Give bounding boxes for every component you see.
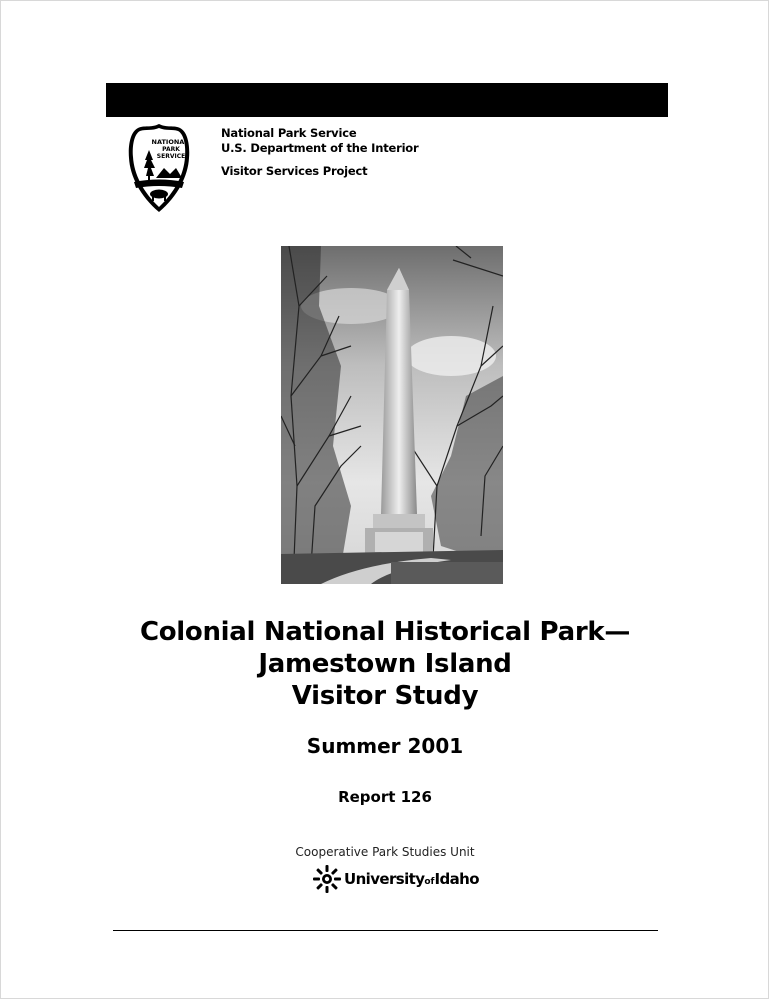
university-logo: [312, 864, 479, 894]
title-line-1: Colonial National Historical Park—: [139, 617, 631, 647]
university-main: University: [344, 870, 425, 888]
university-place: Idaho: [434, 870, 479, 888]
logo-text-national: NATIONAL: [151, 138, 189, 146]
logo-text-service: SERVICE: [156, 153, 186, 160]
project-name: Visitor Services Project: [221, 164, 368, 178]
report-number: Report 126: [338, 788, 432, 806]
jamestown-obelisk-photo: [281, 246, 503, 584]
report-title: [0, 616, 770, 712]
research-unit: Cooperative Park Studies Unit: [295, 845, 475, 859]
nps-arrowhead-icon: [124, 122, 194, 214]
title-line-2: Jamestown Island: [258, 649, 512, 679]
title-line-3: Visitor Study: [291, 681, 479, 711]
agency-name: National Park Service: [221, 126, 357, 140]
department-name: U.S. Department of the Interior: [221, 141, 419, 155]
logo-text-park: PARK: [162, 146, 180, 153]
university-sunburst-icon: [312, 864, 342, 894]
university-name: [344, 870, 479, 888]
agency-block: [221, 126, 418, 179]
university-of: of: [424, 877, 435, 887]
season-year: Summer 2001: [306, 734, 464, 758]
bottom-rule: [113, 930, 658, 931]
header-bar: [106, 83, 668, 117]
